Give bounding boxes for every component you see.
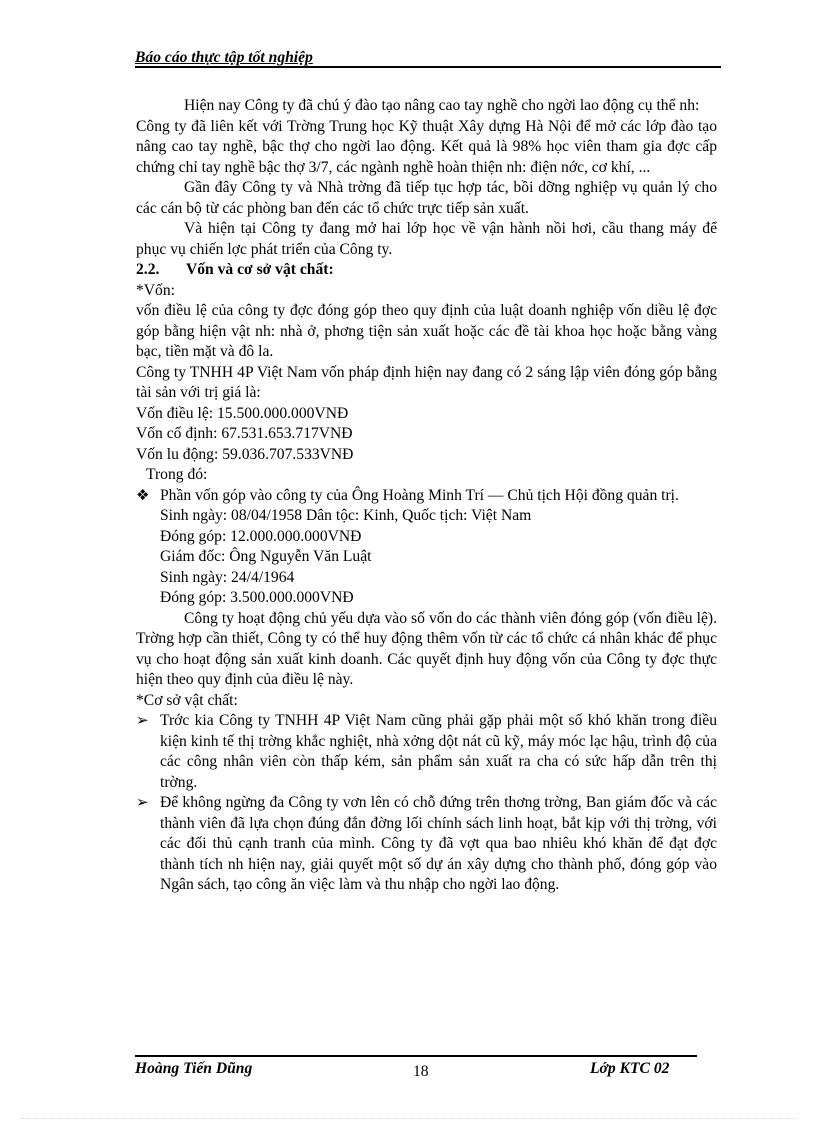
arrow-bullet-icon: ➢ bbox=[136, 713, 149, 729]
section-number: 2.2. bbox=[136, 261, 160, 278]
paragraph-founders: Công ty TNHH 4P Việt Nam vốn pháp định hiện nay đang có 2 sáng lập viên đóng góp bằng tài sản với trị giá là: bbox=[136, 363, 717, 401]
founder-birth-info: Sinh ngày: 08/04/1958 Dân tộc: Kinh, Quốc tịch: Việt Nam bbox=[160, 507, 532, 524]
paragraph-classes: Và hiện tại Công ty đang mở hai lớp học về vận hành nồi hơi, cầu thang máy để phục vụ chiến lợc phát triển của Công ty. bbox=[136, 220, 717, 258]
section-heading bbox=[136, 260, 717, 281]
footer-class: Lớp KTC 02 bbox=[590, 1060, 670, 1077]
footer-divider bbox=[135, 1055, 697, 1057]
director-name: Giám đốc: Ông Nguyễn Văn Luật bbox=[160, 548, 372, 565]
paragraph-training-intro: Hiện nay Công ty đã chú ý đào tạo nâng cao tay nghề cho ngời lao động cụ thể nh: bbox=[184, 97, 700, 114]
document-body bbox=[136, 96, 717, 896]
director-contribution: Đóng góp: 3.500.000.000VNĐ bbox=[160, 589, 354, 606]
paragraph-cooperation: Gần đây Công ty và Nhà trờng đã tiếp tục hợp tác, bồi dỡng nghiệp vụ quản lý cho các cán bộ từ các phòng ban đến các tổ chức trực tiếp sản xuất. bbox=[136, 179, 717, 217]
director-birth-date: Sinh ngày: 24/4/1964 bbox=[160, 568, 295, 586]
bullet-item-founders bbox=[136, 486, 717, 507]
page-number: 18 bbox=[413, 1063, 429, 1080]
header-title: Báo cáo thực tập tốt nghiệp bbox=[135, 49, 313, 66]
charter-capital-value: Vốn điều lệ: 15.500.000.000VNĐ bbox=[136, 404, 349, 422]
bullet-item-text: Trớc kia Công ty TNHH 4P Việt Nam cũng phải gặp phải một số khó khăn trong điều kiện kinh tế thị trờng khắc nghiệt, nhà xởng dột nát cũ kỹ, máy móc lạc hậu, trình độ của các công nhân viên còn thấp kém, sản phẩm sản xuất ra cha có sức hấp dẫn trên thị trờng. bbox=[160, 712, 717, 791]
founder-contribution: Đóng góp: 12.000.000.000VNĐ bbox=[160, 527, 362, 545]
bullet-item-growth bbox=[136, 793, 717, 896]
section-title: Vốn và cơ sở vật chất: bbox=[186, 261, 334, 278]
capital-label: *Vốn: bbox=[136, 281, 175, 299]
working-capital-value: Vốn lu động: 59.036.707.533VNĐ bbox=[136, 445, 354, 463]
page-edge-divider bbox=[20, 1118, 796, 1119]
paragraph-capital-mobilization: Công ty hoạt động chủ yếu dựa vào số vốn do các thành viên đóng góp (vốn điều lệ). Trờng hợp cần thiết, Công ty có thể huy động thêm vốn từ các tổ chức cá nhân khác để phục vụ cho hoạt động sản xuất kinh doanh. Các quyết định huy động vốn của Công ty đợc thực hiện theo quy định của điều lệ này. bbox=[136, 609, 717, 688]
facilities-label: *Cơ sở vật chất: bbox=[136, 691, 238, 709]
bullet-item-text: Để không ngừng đa Công ty vơn lên có chỗ đứng trên thơng trờng, Ban giám đốc và các thành viên đã lựa chọn đúng đắn đờng lối chính sách linh hoạt, bắt kịp với thị trờng, với các đối thủ cạnh tranh của mình. Công ty đã vợt qua bao nhiêu khó khăn để đạt đợc thành tích nh hiện nay, giải quyết một số dự án xây dựng cho thành phố, đóng góp vào Ngân sách, tạo công ăn việc làm và thu nhập cho ngời lao động. bbox=[160, 794, 717, 893]
fixed-capital-value: Vốn cố định: 67.531.653.717VNĐ bbox=[136, 425, 353, 442]
bullet-item-past-difficulties bbox=[136, 711, 717, 793]
paragraph-training-school: Công ty đã liên kết với Trờng Trung học Kỹ thuật Xây dựng Hà Nội để mở các lớp đào tạo nâng cao tay nghề, bậc thợ cho ngời lao động. Kết quả là 98% học viên tham gia đợc cấp chứng chỉ tay nghề bậc thợ 3/7, các ngành nghề hoàn thiện nh: điện nớc, cơ khí, ... bbox=[136, 117, 717, 176]
footer-author: Hoàng Tiến Dũng bbox=[135, 1060, 253, 1077]
arrow-bullet-icon: ➢ bbox=[136, 795, 149, 811]
paragraph-charter-capital: vốn điều lệ của công ty đợc đóng góp theo quy định của luật doanh nghiệp vốn diều lệ đợc góp bằng hiện vật nh: nhà ở, phơng tiện sản xuất hoặc các đề tài khoa học hoặc bằng vàng bạc, tiền mặt và đô la. bbox=[136, 302, 717, 360]
bullet-item-text: Phần vốn góp vào công ty của Ông Hoàng Minh Trí — Chủ tịch Hội đồng quản trị. bbox=[160, 486, 679, 504]
diamond-bullet-icon: ❖ bbox=[136, 487, 150, 504]
header-divider bbox=[135, 66, 721, 68]
in-which-label: Trong đó: bbox=[146, 466, 208, 483]
